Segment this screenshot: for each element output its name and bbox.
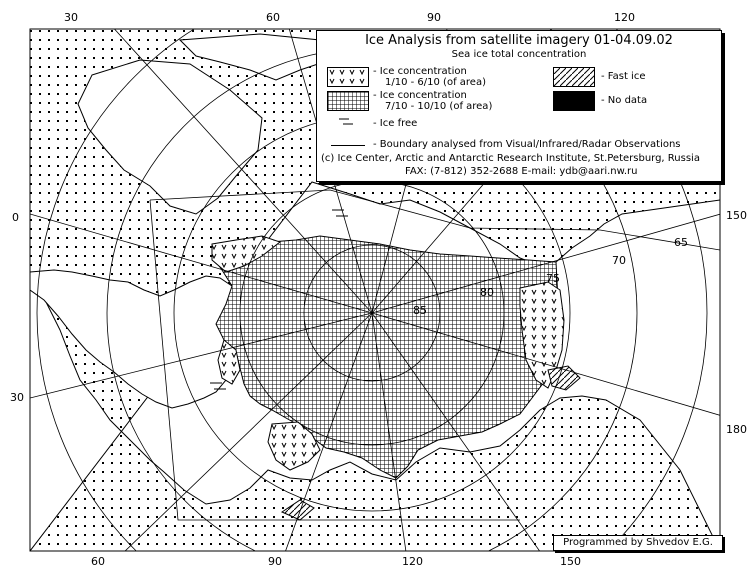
latitude-label: 80 bbox=[480, 286, 494, 299]
lon-label-top: 90 bbox=[427, 11, 441, 24]
swatch-ice-free bbox=[339, 117, 355, 127]
legend-ice-free: - Ice free bbox=[373, 118, 418, 129]
legend-low-line2: 1/10 - 6/10 (of area) bbox=[385, 77, 486, 88]
lon-label-top: 120 bbox=[614, 11, 635, 24]
legend-high-line2: 7/10 - 10/10 (of area) bbox=[385, 101, 493, 112]
swatch-low-concentration bbox=[327, 67, 369, 87]
lon-label-left: 0 bbox=[12, 211, 19, 224]
lon-label-bottom: 60 bbox=[91, 555, 105, 568]
swatch-boundary bbox=[331, 145, 365, 146]
legend-low-line1: - Ice concentration bbox=[373, 66, 467, 77]
latitude-label: 70 bbox=[612, 254, 626, 267]
legend-contact: FAX: (7-812) 352-2688 E-mail: ydb@aari.nw.ru bbox=[405, 166, 638, 177]
legend-title: Ice Analysis from satellite imagery 01-04.09.02 bbox=[365, 33, 673, 48]
latitude-label: 65 bbox=[674, 236, 688, 249]
lon-label-right: 180 bbox=[726, 423, 747, 436]
lon-label-bottom: 120 bbox=[402, 555, 423, 568]
legend-copyright: (c) Ice Center, Arctic and Antarctic Research Institute, St.Petersburg, Russia bbox=[321, 153, 700, 164]
lon-label-top: 60 bbox=[266, 11, 280, 24]
legend-box bbox=[316, 30, 722, 182]
legend-high-line1: - Ice concentration bbox=[373, 90, 467, 101]
lon-label-bottom: 150 bbox=[560, 555, 581, 568]
latitude-label: 75 bbox=[546, 272, 560, 285]
swatch-fast-ice bbox=[553, 67, 595, 87]
swatch-no-data bbox=[553, 91, 595, 111]
swatch-high-concentration bbox=[327, 91, 369, 111]
lon-label-right: 150 bbox=[726, 209, 747, 222]
lon-label-bottom: 90 bbox=[268, 555, 282, 568]
legend-boundary: - Boundary analysed from Visual/Infrared/Radar Observations bbox=[373, 139, 681, 150]
lon-label-left: 30 bbox=[10, 391, 24, 404]
credit-box: Programmed by Shvedov E.G. bbox=[553, 535, 723, 551]
legend-subtitle: Sea ice total concentration bbox=[451, 49, 587, 60]
legend-fast-ice: - Fast ice bbox=[601, 71, 646, 82]
latitude-label: 85 bbox=[413, 304, 427, 317]
lon-label-top: 30 bbox=[64, 11, 78, 24]
legend-no-data: - No data bbox=[601, 95, 648, 106]
